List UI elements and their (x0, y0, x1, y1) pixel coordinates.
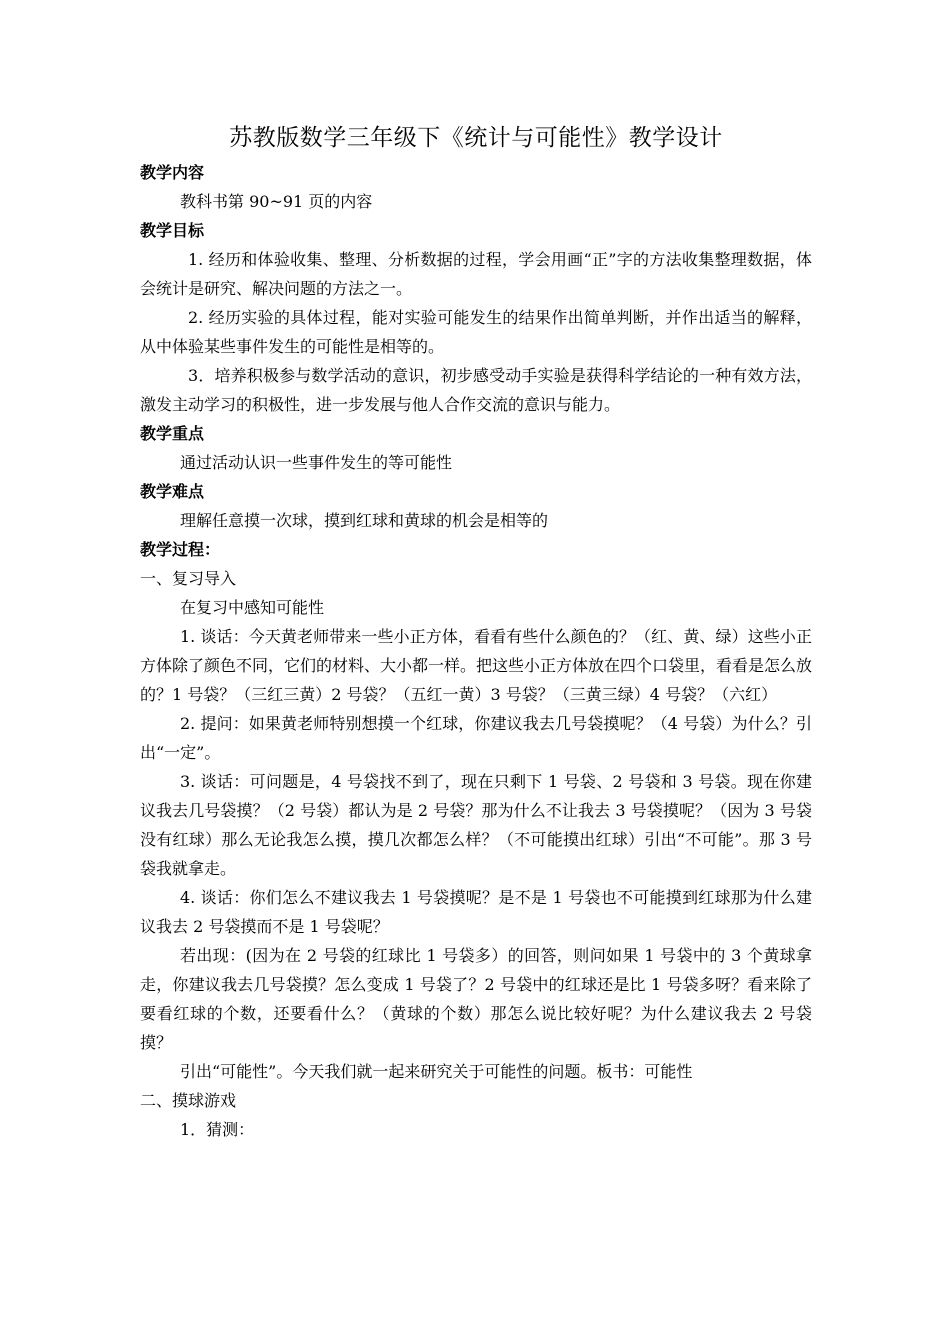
process-item: 1. 谈话：今天黄老师带来一些小正方体，看看有些什么颜色的？（红、黄、绿）这些小正方体除了颜色不同，它们的材料、大小都一样。把这些小正方体放在四个口袋里，看看是怎么放的？1 号袋？（三红三黄）2 号袋？（五红一黄）3 号袋？（三黄三绿）4 号袋？（六红） (140, 627, 813, 704)
process-item: 引出“可能性”。今天我们就一起来研究关于可能性的问题。板书：可能性 (180, 1062, 693, 1081)
goal-item: 1. 经历和体验收集、整理、分析数据的过程，学会用画“正”字的方法收集整理数据，体会统计是研究、解决问题的方法之一。 (140, 250, 812, 298)
key-heading: 教学重点 (140, 424, 205, 443)
section-title: 一、复习导入 (140, 569, 237, 588)
goal-item: 3．培养积极参与数学活动的意识，初步感受动手实验是获得科学结论的一种有效方法，激发主动学习的积极性，进一步发展与他人合作交流的意识与能力。 (140, 366, 812, 414)
process-item: 2. 提问：如果黄老师特别想摸一个红球，你建议我去几号袋摸呢？（4 号袋）为什么？引出“一定”。 (140, 714, 812, 762)
process-item: 若出现：(因为在 2 号袋的红球比 1 号袋多）的回答，则问如果 1 号袋中的 3 个黄球拿走，你建议我去几号袋摸？怎么变成 1 号袋了？2 号袋中的红球还是比 1 号袋多呀？看来除了要看红球的个数，还要看什么？（黄球的个数）那怎么说比较好呢？为什么建议我去 2 号袋摸？ (140, 946, 812, 1052)
process-item: 3. 谈话：可问题是，4 号袋找不到了，现在只剩下 1 号袋、2 号袋和 3 号袋。现在你建议我去几号袋摸？（2 号袋）都认为是 2 号袋？那为什么不让我去 3 号袋摸呢？（因为 3 号袋没有红球）那么无论我怎么摸，摸几次都怎么样？（不可能摸出红球）引出“不可能”。那 3 号袋我就拿走。 (140, 772, 812, 878)
difficulty-text: 理解任意摸一次球，摸到红球和黄球的机会是相等的 (180, 511, 549, 530)
difficulty-heading: 教学难点 (140, 482, 205, 501)
goals-heading: 教学目标 (140, 221, 205, 240)
section-subtitle: 在复习中感知可能性 (180, 598, 325, 617)
section-title: 二、摸球游戏 (140, 1091, 237, 1110)
process-item: 4. 谈话：你们怎么不建议我去 1 号袋摸呢？是不是 1 号袋也不可能摸到红球那为什么建议我去 2 号袋摸而不是 1 号袋呢？ (140, 888, 812, 936)
process-heading: 教学过程： (140, 540, 221, 559)
goal-item: 2. 经历实验的具体过程，能对实验可能发生的结果作出简单判断，并作出适当的解释，从中体验某些事件发生的可能性是相等的。 (140, 308, 812, 356)
document-page (140, 118, 812, 1144)
key-text: 通过活动认识一些事件发生的等可能性 (180, 453, 453, 472)
process-item: 1．猜测： (180, 1120, 255, 1139)
document-title: 苏教版数学三年级下《统计与可能性》教学设计 (229, 125, 723, 151)
content-heading: 教学内容 (140, 163, 205, 182)
content-text: 教科书第 90~91 页的内容 (180, 192, 373, 211)
